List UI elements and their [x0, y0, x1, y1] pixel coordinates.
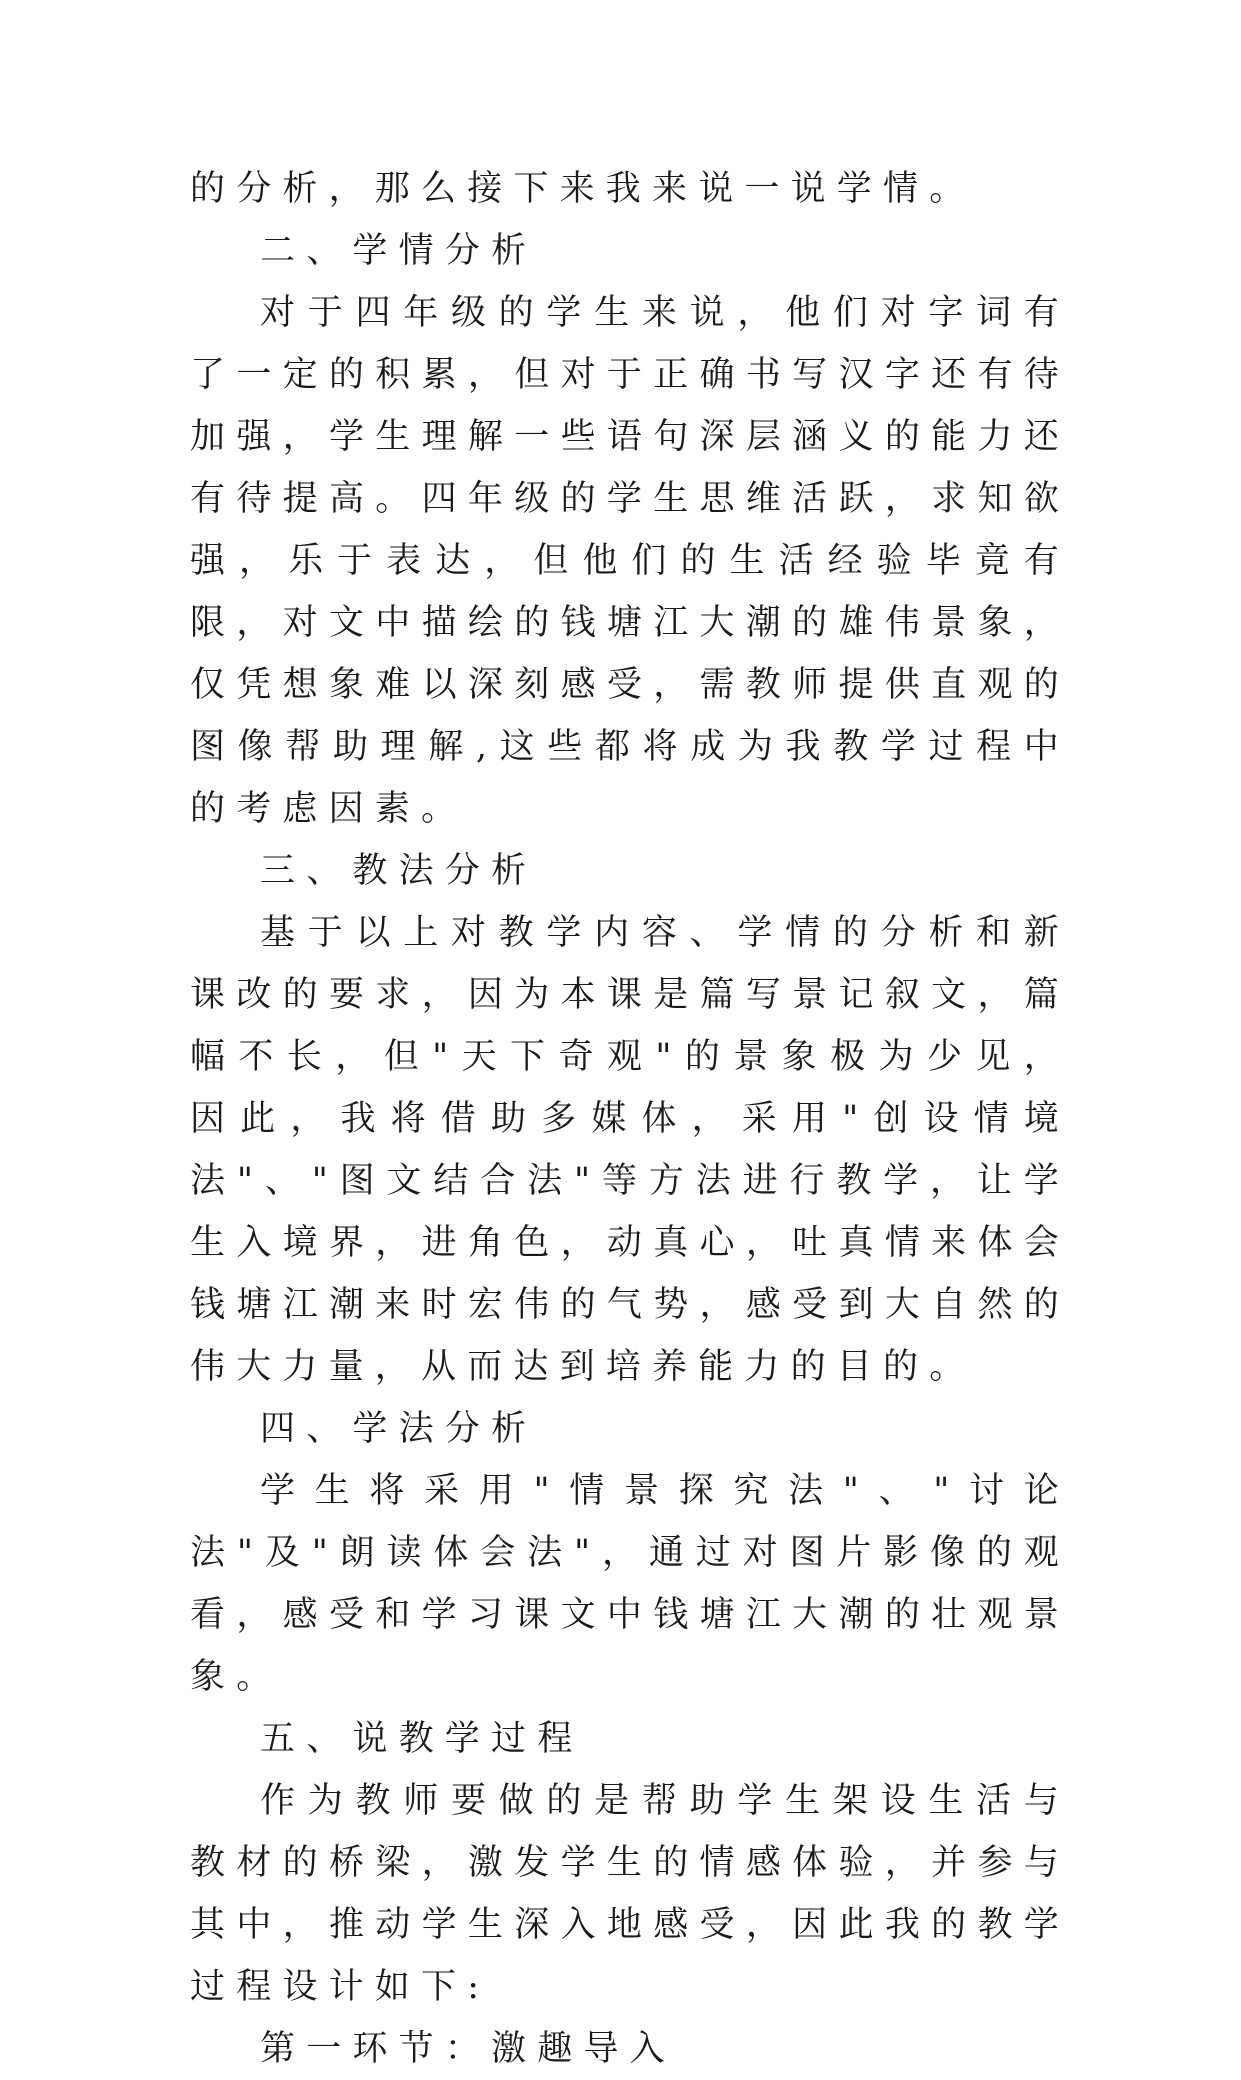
paragraph-teaching-process: 作为教师要做的是帮助学生架设生活与教材的桥梁，激发学生的情感体验，并参与其中，推动学生深入地感受，因此我的教学过程设计如下:: [190, 1781, 1070, 2007]
paragraph-learning-method: 学生将采用"情景探究法"、"讨论法"及"朗读体会法"，通过对图片影像的观看，感受和学习课文中钱塘江大潮的壮观景象。: [190, 1471, 1070, 1697]
section-heading-teaching-process: 五、说教学过程: [260, 1719, 584, 1759]
section-heading-learning-method: 四、学法分析: [260, 1409, 538, 1449]
paragraph-student-analysis: 对于四年级的学生来说，他们对字词有了一定的积累，但对于正确书写汉字还有待加强，学生理解一些语句深层涵义的能力还有待提高。四年级的学生思维活跃，求知欲强，乐于表达，但他们的生活经验毕竟有限，对文中描绘的钱塘江大潮的雄伟景象，仅凭想象难以深刻感受，需教师提供直观的图像帮助理解,这些都将成为我教学过程中的考虑因素。: [190, 293, 1070, 829]
section-heading-student-analysis: 二、学情分析: [260, 231, 538, 271]
subsection-heading-stage-one: 第一环节：激趣导入: [260, 2029, 676, 2069]
section-heading-teaching-method: 三、教法分析: [260, 851, 538, 891]
document-body: [190, 158, 1070, 2080]
paragraph-continuation: 的分析，那么接下来我来说一说学情。: [190, 169, 976, 209]
paragraph-teaching-method: 基于以上对教学内容、学情的分析和新课改的要求，因为本课是篇写景记叙文，篇幅不长，但"天下奇观"的景象极为少见，因此，我将借助多媒体，采用"创设情境法"、"图文结合法"等方法进行教学，让学生入境界，进角色，动真心，吐真情来体会钱塘江潮来时宏伟的气势，感受到大自然的伟大力量，从而达到培养能力的目的。: [190, 913, 1070, 1387]
